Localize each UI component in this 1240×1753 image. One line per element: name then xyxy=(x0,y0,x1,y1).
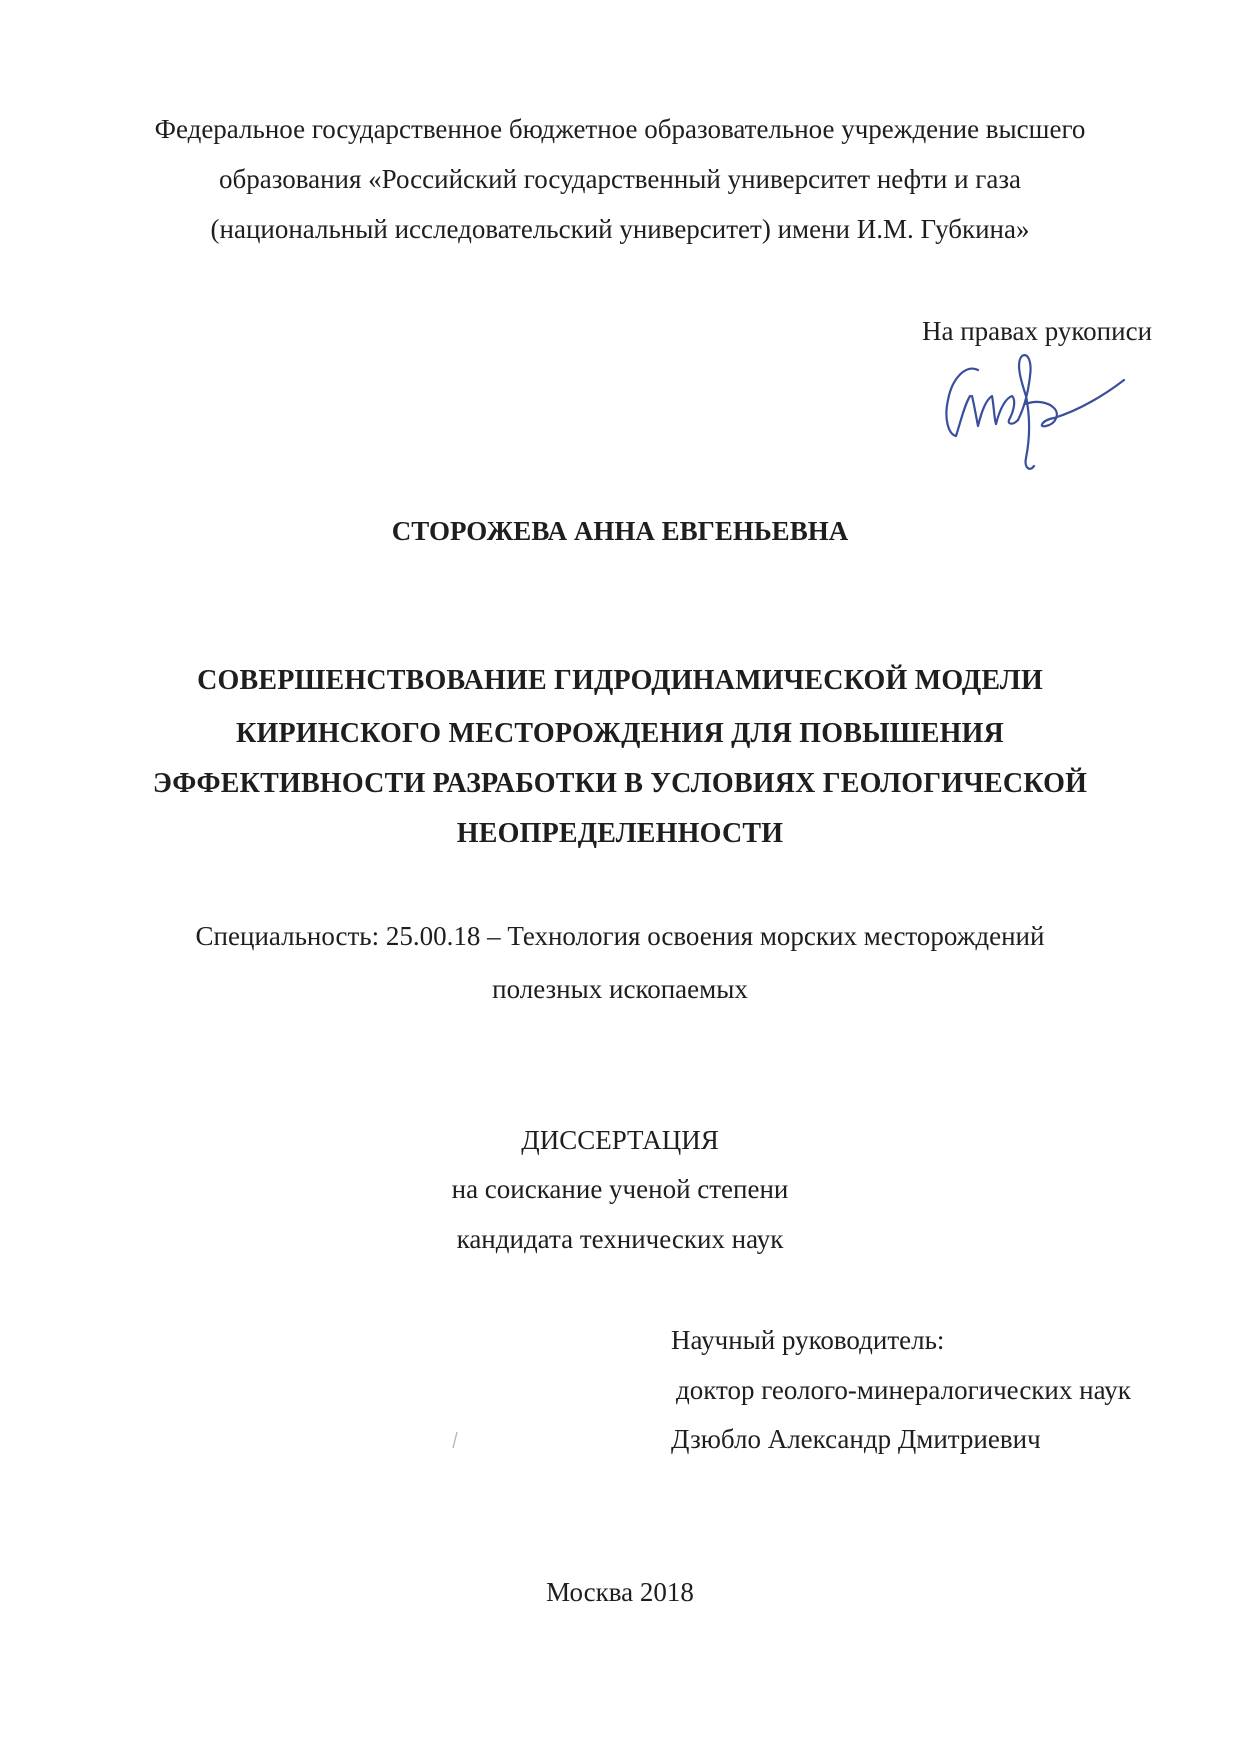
institution-line-1: Федеральное государственное бюджетное образовательное учреждение высшего xyxy=(154,114,1086,144)
title-line-4: НЕОПРЕДЕЛЕННОСТИ xyxy=(456,818,784,849)
document-type: ДИССЕРТАЦИЯ xyxy=(521,1125,719,1155)
title-line-3: ЭФФЕКТИВНОСТИ РАЗРАБОТКИ В УСЛОВИЯХ ГЕОЛОГИЧЕСКОЙ xyxy=(152,768,1088,799)
specialty-line-2: полезных ископаемых xyxy=(492,974,748,1004)
scan-mark xyxy=(450,1430,460,1450)
supervisor-degree: доктор геолого-минералогических наук xyxy=(676,1375,1131,1405)
supervisor-name: Дзюбло Александр Дмитриевич xyxy=(671,1424,1041,1454)
title-line-1: СОВЕРШЕНСТВОВАНИЕ ГИДРОДИНАМИЧЕСКОЙ МОДЕЛИ xyxy=(197,665,1043,696)
institution-line-2: образования «Российский государственный университет нефти и газа xyxy=(218,164,1022,194)
place-year: Москва 2018 xyxy=(546,1577,694,1607)
specialty-line-1: Специальность: 25.00.18 – Технология освоения морских месторождений xyxy=(195,921,1045,951)
supervisor-label: Научный руководитель: xyxy=(671,1325,945,1355)
signature-icon xyxy=(930,338,1130,483)
author-name: СТОРОЖЕВА АННА ЕВГЕНЬЕВНА xyxy=(391,516,849,546)
manuscript-note: На правах рукописи xyxy=(922,316,1153,346)
degree-line-1: на соискание ученой степени xyxy=(451,1174,789,1204)
institution-line-3: (национальный исследовательский университет) имени И.М. Губкина» xyxy=(210,214,1030,244)
degree-line-2: кандидата технических наук xyxy=(456,1224,784,1254)
title-line-2: КИРИНСКОГО МЕСТОРОЖДЕНИЯ ДЛЯ ПОВЫШЕНИЯ xyxy=(236,718,1004,749)
